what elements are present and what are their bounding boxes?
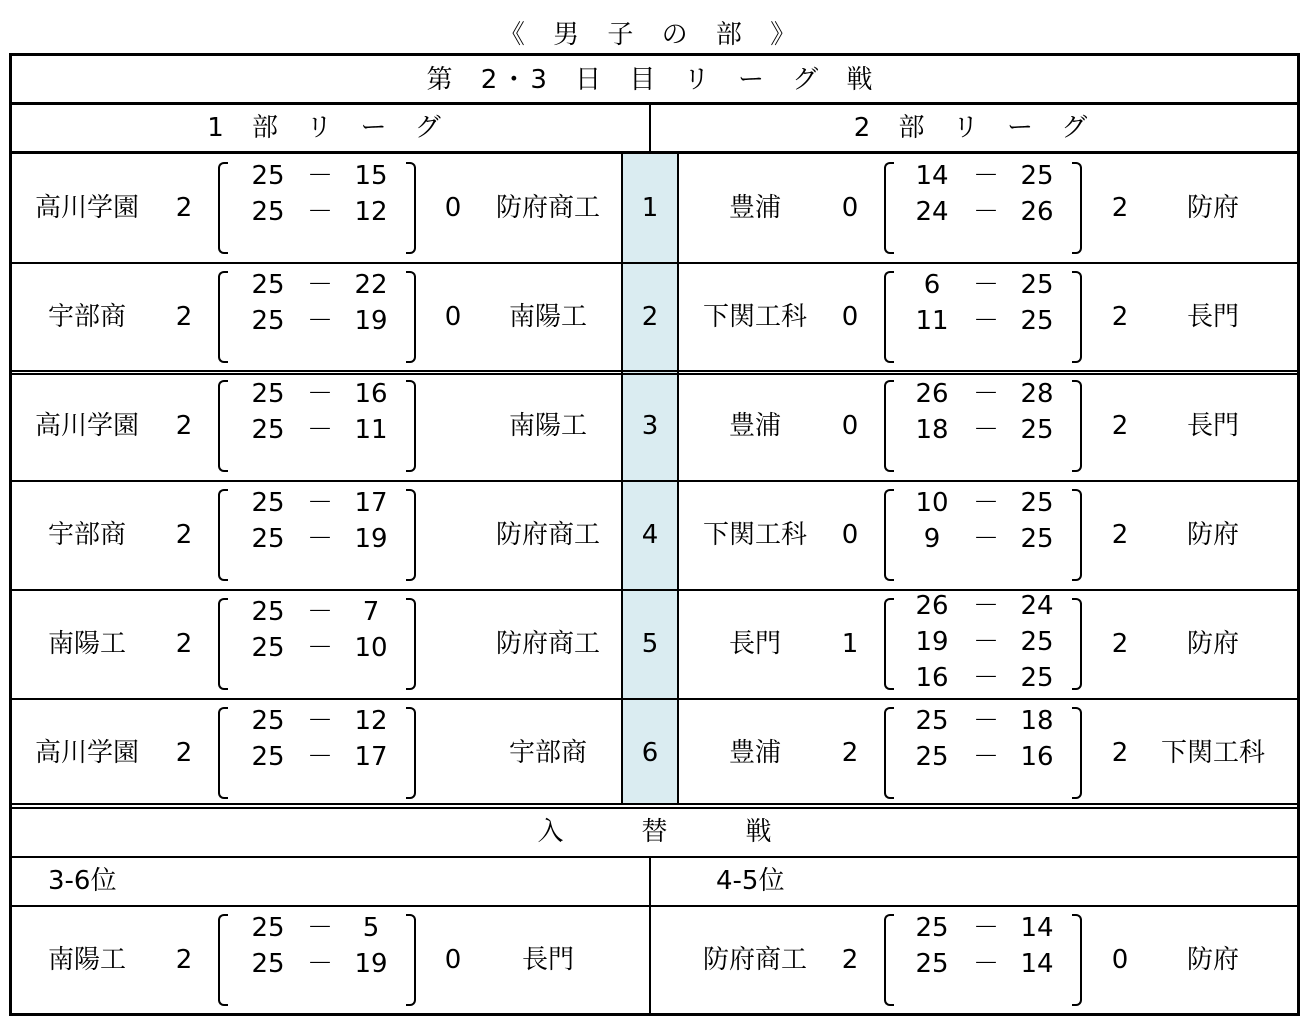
- league1-sets-a: 2: [175, 520, 193, 550]
- league2-team-a: 下関工科: [702, 302, 807, 332]
- round-header: 第 2･3 日 目 リ ー グ 戦: [426, 65, 883, 95]
- league1-bracket-right: [406, 380, 416, 472]
- league2-sets-a: 0: [841, 411, 859, 441]
- playoff-right-bracket-left: [884, 914, 894, 1006]
- league2-score-dash: －: [972, 306, 999, 336]
- match-number: 4: [641, 520, 659, 550]
- league1-team-a: 宇部商: [47, 302, 126, 332]
- playoff-left-score-b: 19: [354, 949, 388, 979]
- league2-score-a: 18: [915, 415, 949, 445]
- playoff-right-sets-a: 2: [841, 945, 859, 975]
- league2-score-dash: －: [972, 197, 999, 227]
- league1-score-dash: －: [306, 379, 333, 409]
- league2-team-a: 豊浦: [728, 411, 781, 441]
- league1-sets-b: 0: [444, 302, 462, 332]
- league1-score-dash: －: [306, 597, 333, 627]
- league1-score-a: 25: [251, 742, 285, 772]
- league1-score-dash: －: [306, 197, 333, 227]
- league2-score-b: 25: [1020, 663, 1054, 693]
- league2-bracket-right: [1072, 489, 1082, 581]
- league1-sets-a: 2: [175, 738, 193, 768]
- playoff-right-score-dash: －: [972, 913, 999, 943]
- league2-score-dash: －: [972, 161, 999, 191]
- league2-bracket-left: [884, 162, 894, 254]
- league2-score-dash: －: [972, 627, 999, 657]
- league1-score-b: 12: [354, 706, 388, 736]
- league2-score-b: 24: [1020, 591, 1054, 621]
- league1-bracket-left: [218, 271, 228, 363]
- league1-score-b: 11: [354, 415, 388, 445]
- league2-team-b: 長門: [1186, 411, 1239, 441]
- league1-sets-a: 2: [175, 629, 193, 659]
- playoff-right-score-a: 25: [915, 913, 949, 943]
- league1-score-a: 25: [251, 379, 285, 409]
- league1-team-a: 高川学園: [34, 411, 139, 441]
- league2-sets-b: 2: [1111, 302, 1129, 332]
- row-divider: [9, 373, 1300, 375]
- playoff-left-bracket-left: [218, 914, 228, 1006]
- playoff-left-label: 3-6位: [48, 866, 117, 896]
- league2-score-dash: －: [972, 415, 999, 445]
- playoff-right-score-a: 25: [915, 949, 949, 979]
- playoff-left-score-a: 25: [251, 949, 285, 979]
- league2-score-a: 25: [915, 742, 949, 772]
- league2-sets-a: 0: [841, 302, 859, 332]
- league1-score-a: 25: [251, 597, 285, 627]
- league1-team-b: 南陽工: [508, 302, 587, 332]
- league2-team-a: 長門: [728, 629, 781, 659]
- league2-score-a: 16: [915, 663, 949, 693]
- league2-sets-b: 2: [1111, 193, 1129, 223]
- league1-team-b: 宇部商: [508, 738, 587, 768]
- league2-score-dash: －: [972, 270, 999, 300]
- league1-bracket-left: [218, 380, 228, 472]
- league1-bracket-left: [218, 707, 228, 799]
- playoff-right-bracket-right: [1072, 914, 1082, 1006]
- league2-score-dash: －: [972, 488, 999, 518]
- league1-score-b: 12: [354, 197, 388, 227]
- league2-score-a: 25: [915, 706, 949, 736]
- league2-bracket-right: [1072, 380, 1082, 472]
- league2-team-b: 長門: [1186, 302, 1239, 332]
- league1-sets-a: 2: [175, 193, 193, 223]
- league1-score-a: 25: [251, 306, 285, 336]
- league1-score-dash: －: [306, 415, 333, 445]
- league1-score-b: 10: [354, 633, 388, 663]
- match-number: 3: [641, 411, 659, 441]
- row-divider: [9, 370, 1300, 372]
- league2-bracket-left: [884, 707, 894, 799]
- playoff-right-team-a: 防府商工: [702, 945, 807, 975]
- league2-score-b: 25: [1020, 415, 1054, 445]
- league2-bracket-right: [1072, 598, 1082, 690]
- playoff-left-score-dash: －: [306, 949, 333, 979]
- league1-score-a: 25: [251, 161, 285, 191]
- league1-score-a: 25: [251, 488, 285, 518]
- league2-sets-a: 2: [841, 738, 859, 768]
- league2-score-dash: －: [972, 706, 999, 736]
- league2-score-b: 26: [1020, 197, 1054, 227]
- league2-score-a: 11: [915, 306, 949, 336]
- league1-bracket-left: [218, 489, 228, 581]
- league2-sets-b: 2: [1111, 411, 1129, 441]
- league1-score-dash: －: [306, 706, 333, 736]
- league2-team-a: 豊浦: [728, 738, 781, 768]
- league1-score-a: 25: [251, 524, 285, 554]
- row-divider: [9, 589, 1300, 591]
- league1-score-dash: －: [306, 742, 333, 772]
- playoff-left-team-b: 長門: [521, 945, 574, 975]
- league1-score-dash: －: [306, 161, 333, 191]
- league1-score-a: 25: [251, 197, 285, 227]
- playoff-left-sets-a: 2: [175, 945, 193, 975]
- league1-score-b: 7: [362, 597, 380, 627]
- league2-score-a: 24: [915, 197, 949, 227]
- league1-header: 1 部 リ ー グ: [207, 113, 451, 143]
- league2-team-b: 下関工科: [1160, 738, 1265, 768]
- page-title: 《 男 子 の 部 》: [498, 20, 807, 50]
- league1-score-dash: －: [306, 488, 333, 518]
- league1-bracket-left: [218, 598, 228, 690]
- playoff-left-score-dash: －: [306, 913, 333, 943]
- league2-score-a: 9: [923, 524, 941, 554]
- league2-sets-a: 0: [841, 520, 859, 550]
- league1-sets-a: 2: [175, 411, 193, 441]
- league2-score-a: 6: [923, 270, 941, 300]
- playoff-right-label: 4-5位: [716, 866, 785, 896]
- match-number: 5: [641, 629, 659, 659]
- league1-score-dash: －: [306, 633, 333, 663]
- match-number: 1: [641, 193, 659, 223]
- league1-sets-b: 0: [444, 193, 462, 223]
- league2-team-b: 防府: [1186, 520, 1239, 550]
- league1-score-b: 15: [354, 161, 388, 191]
- league1-score-b: 19: [354, 306, 388, 336]
- league1-team-a: 南陽工: [47, 629, 126, 659]
- league1-team-b: 防府商工: [495, 629, 600, 659]
- playoff-right-team-b: 防府: [1186, 945, 1239, 975]
- league2-score-b: 28: [1020, 379, 1054, 409]
- playoff-right-score-b: 14: [1020, 949, 1054, 979]
- league1-bracket-right: [406, 271, 416, 363]
- league2-score-dash: －: [972, 742, 999, 772]
- league1-bracket-right: [406, 707, 416, 799]
- league1-score-dash: －: [306, 524, 333, 554]
- league2-sets-b: 2: [1111, 629, 1129, 659]
- league2-team-b: 防府: [1186, 629, 1239, 659]
- playoff-left-bracket-right: [406, 914, 416, 1006]
- league2-bracket-right: [1072, 707, 1082, 799]
- league2-score-dash: －: [972, 524, 999, 554]
- league1-score-b: 16: [354, 379, 388, 409]
- row-divider: [9, 480, 1300, 482]
- playoff-left-team-a: 南陽工: [47, 945, 126, 975]
- league2-bracket-left: [884, 489, 894, 581]
- league2-bracket-right: [1072, 162, 1082, 254]
- league2-team-b: 防府: [1186, 193, 1239, 223]
- playoff-left-score-a: 25: [251, 913, 285, 943]
- league2-score-a: 19: [915, 627, 949, 657]
- playoff-right-score-b: 14: [1020, 913, 1054, 943]
- league2-score-a: 10: [915, 488, 949, 518]
- league2-score-b: 18: [1020, 706, 1054, 736]
- league2-score-dash: －: [972, 663, 999, 693]
- league2-score-b: 25: [1020, 306, 1054, 336]
- league2-team-a: 下関工科: [702, 520, 807, 550]
- league2-bracket-left: [884, 271, 894, 363]
- league1-score-a: 25: [251, 415, 285, 445]
- league2-sets-b: 2: [1111, 738, 1129, 768]
- league2-score-b: 25: [1020, 627, 1054, 657]
- league2-score-b: 25: [1020, 488, 1054, 518]
- league1-sets-a: 2: [175, 302, 193, 332]
- playoff-left-score-b: 5: [362, 913, 380, 943]
- playoff-header: 入 替 戦: [537, 817, 772, 847]
- league1-team-a: 宇部商: [47, 520, 126, 550]
- match-number: 2: [641, 302, 659, 332]
- league2-score-b: 16: [1020, 742, 1054, 772]
- league2-score-b: 25: [1020, 270, 1054, 300]
- league1-bracket-right: [406, 598, 416, 690]
- league1-score-b: 17: [354, 742, 388, 772]
- playoff-right-sets-b: 0: [1111, 945, 1129, 975]
- league1-score-b: 22: [354, 270, 388, 300]
- league1-bracket-right: [406, 489, 416, 581]
- row-divider: [9, 262, 1300, 264]
- league1-bracket-left: [218, 162, 228, 254]
- league1-score-a: 25: [251, 706, 285, 736]
- league2-sets-a: 0: [841, 193, 859, 223]
- league1-score-dash: －: [306, 270, 333, 300]
- league2-header: 2 部 リ ー グ: [853, 113, 1098, 143]
- league1-team-a: 高川学園: [34, 738, 139, 768]
- league2-score-a: 26: [915, 379, 949, 409]
- league1-bracket-right: [406, 162, 416, 254]
- match-number: 6: [641, 738, 659, 768]
- league1-score-a: 25: [251, 633, 285, 663]
- league2-score-a: 26: [915, 591, 949, 621]
- league2-bracket-right: [1072, 271, 1082, 363]
- league1-score-a: 25: [251, 270, 285, 300]
- league2-score-a: 14: [915, 161, 949, 191]
- league2-score-dash: －: [972, 591, 999, 621]
- league1-score-dash: －: [306, 306, 333, 336]
- league2-score-b: 25: [1020, 524, 1054, 554]
- league1-team-b: 防府商工: [495, 520, 600, 550]
- league1-score-b: 17: [354, 488, 388, 518]
- league1-team-a: 高川学園: [34, 193, 139, 223]
- league1-score-b: 19: [354, 524, 388, 554]
- league1-team-b: 南陽工: [508, 411, 587, 441]
- league2-score-b: 25: [1020, 161, 1054, 191]
- league2-sets-a: 1: [841, 629, 859, 659]
- league2-sets-b: 2: [1111, 520, 1129, 550]
- league2-bracket-left: [884, 598, 894, 690]
- league2-bracket-left: [884, 380, 894, 472]
- row-divider: [9, 698, 1300, 700]
- league2-score-dash: －: [972, 379, 999, 409]
- league2-team-a: 豊浦: [728, 193, 781, 223]
- playoff-left-sets-b: 0: [444, 945, 462, 975]
- league1-team-b: 防府商工: [495, 193, 600, 223]
- playoff-right-score-dash: －: [972, 949, 999, 979]
